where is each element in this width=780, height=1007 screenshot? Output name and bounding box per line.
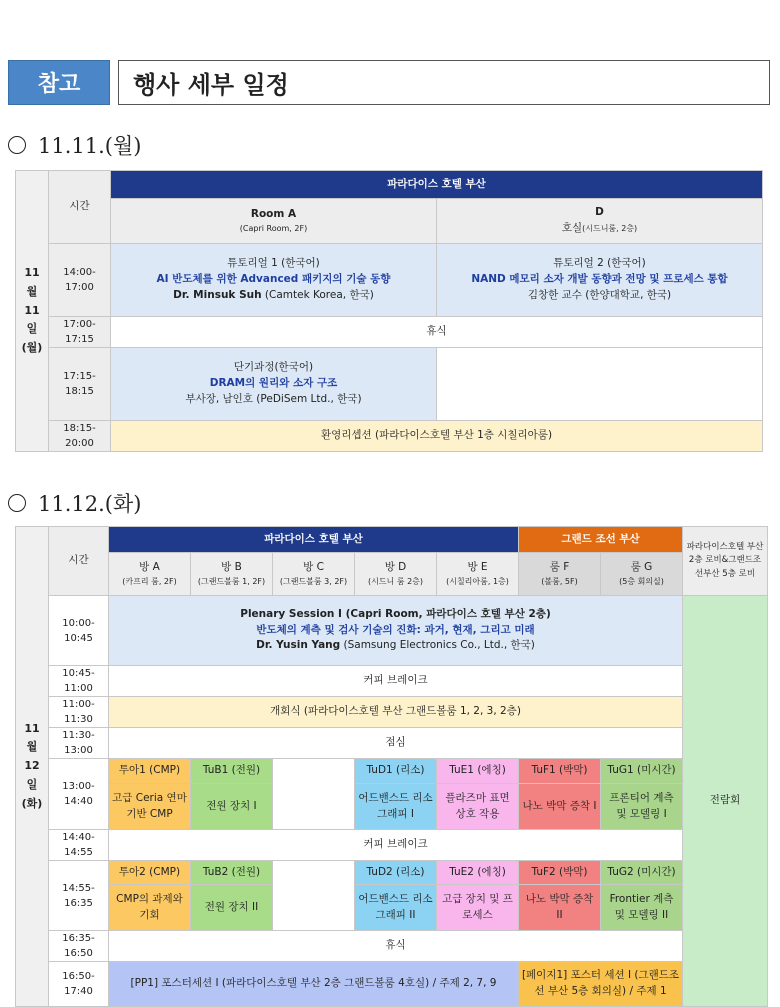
time-cell: 10:45-11:00 (49, 666, 109, 697)
session-title: TuG2 (미시간) (601, 861, 683, 885)
empty-cell (273, 861, 355, 931)
empty-cell (273, 759, 355, 830)
circle-bullet-icon (8, 136, 26, 154)
break-cell: 휴식 (109, 931, 683, 962)
time-header: 시간 (49, 527, 109, 596)
exhibition-cell: 전람회 (683, 596, 768, 1007)
room-header: 방 D (시드니 룸 2층) (355, 553, 437, 596)
poster-session-paradise: [PP1] 포스터세션 I (파라다이스호텔 부산 2층 그랜드볼룸 4호실) / 주제 2, 7, 9 (109, 962, 519, 1007)
time-cell: 11:30-13:00 (49, 728, 109, 759)
section-header (8, 60, 770, 105)
time-cell: 14:00-17:00 (49, 244, 111, 317)
page-title: 행사 세부 일정 (118, 60, 770, 105)
session-body: Frontier 계측 및 모델링 II (601, 885, 683, 931)
day2-schedule-table (15, 526, 768, 1007)
session-title: TuB1 (전원) (191, 759, 273, 784)
venue-grand-header: 그랜드 조선 부산 (519, 527, 683, 553)
circle-bullet-icon (8, 494, 26, 512)
room-header: 룸 G (5층 회의실) (601, 553, 683, 596)
plenary-cell: Plenary Session I (Capri Room, 파라다이스 호텔 부산 2층) 반도체의 계측 및 검사 기술의 진화: 과거, 현재, 그리고 미래 Dr. Yusin Yang (Samsung Electronics Co., Ltd., 한국) (109, 596, 683, 666)
room-header: 방 C (그랜드볼룸 3, 2F) (273, 553, 355, 596)
time-cell: 17:00-17:15 (49, 317, 111, 348)
room-header: 룸 F (볼룸, 5F) (519, 553, 601, 596)
session-body: 고급 장치 및 프로세스 (437, 885, 519, 931)
time-cell: 14:40-14:55 (49, 830, 109, 861)
tutorial-2-cell: 튜토리얼 2 (한국어) NAND 메모리 소자 개발 동향과 전망 및 프로세스 통합 김창한 교수 (한양대학교, 한국) (437, 244, 763, 317)
day2-label: 11.12.(화) (38, 492, 142, 516)
coffee-break-cell: 커피 브레이크 (109, 666, 683, 697)
tutorial-1-cell: 튜토리얼 1 (한국어) AI 반도체를 위한 Advanced 패키지의 기술 동향 Dr. Minsuk Suh (Camtek Korea, 한국) (111, 244, 437, 317)
room-header: 방 B (그랜드볼룸 1, 2F) (191, 553, 273, 596)
time-cell: 16:50-17:40 (49, 962, 109, 1007)
coffee-break-cell: 커피 브레이크 (109, 830, 683, 861)
lunch-cell: 점심 (109, 728, 683, 759)
session-body: 나노 박막 증착 I (519, 784, 601, 830)
reception-cell: 환영리셉션 (파라다이스호텔 부산 1층 시칠리아룸) (111, 421, 763, 452)
session-title: TuD1 (리소) (355, 759, 437, 784)
session-body: 전원 장치 I (191, 784, 273, 830)
session-title: TuG1 (미시간) (601, 759, 683, 784)
session-title: 투아2 (CMP) (109, 861, 191, 885)
day2-heading (8, 488, 141, 518)
session-body: CMP의 과제와 기회 (109, 885, 191, 931)
session-body: 프론티어 계측 및 모델링 I (601, 784, 683, 830)
day1-label: 11.11.(월) (38, 134, 142, 158)
time-cell: 14:55-16:35 (49, 861, 109, 931)
day2-date-cell: 11 월 12 일 (화) (16, 527, 49, 1007)
time-cell: 18:15-20:00 (49, 421, 111, 452)
poster-session-grand: [페이지1] 포스터 세션 I (그랜드조선 부산 5층 회의실) / 주제 1 (519, 962, 683, 1007)
session-body: 어드밴스드 리소그래피 I (355, 784, 437, 830)
venue-lobby-header: 파라다이스호텔 부산 2층 로비&그랜드조선부산 5층 로비 (683, 527, 768, 596)
session-body: 나노 박막 증착 II (519, 885, 601, 931)
day1-heading (8, 130, 141, 160)
reference-tag: 참고 (8, 60, 110, 105)
time-header: 시간 (49, 171, 111, 244)
day1-schedule-table (15, 170, 763, 452)
session-body: 플라즈마 표면 상호 작용 (437, 784, 519, 830)
time-cell: 13:00-14:40 (49, 759, 109, 830)
session-title: 투아1 (CMP) (109, 759, 191, 784)
opening-cell: 개회식 (파라다이스호텔 부산 그랜드볼룸 1, 2, 3, 2층) (109, 697, 683, 728)
venue-header: 파라다이스 호텔 부산 (111, 171, 763, 199)
session-title: TuD2 (리소) (355, 861, 437, 885)
empty-cell (437, 348, 763, 421)
room-d-header: D 호실(시드니룸, 2층) (437, 199, 763, 244)
session-title: TuF1 (박막) (519, 759, 601, 784)
time-cell: 11:00-11:30 (49, 697, 109, 728)
time-cell: 10:00-10:45 (49, 596, 109, 666)
session-title: TuE1 (에칭) (437, 759, 519, 784)
short-course-cell: 단기과정(한국어) DRAM의 원리와 소자 구조 부사장, 남인호 (PeDiSem Ltd., 한국) (111, 348, 437, 421)
room-a-header: Room A (Capri Room, 2F) (111, 199, 437, 244)
time-cell: 16:35-16:50 (49, 931, 109, 962)
session-title: TuB2 (전원) (191, 861, 273, 885)
room-header: 방 E (시칠리아룸, 1층) (437, 553, 519, 596)
break-cell: 휴식 (111, 317, 763, 348)
time-cell: 17:15-18:15 (49, 348, 111, 421)
session-title: TuF2 (박막) (519, 861, 601, 885)
session-body: 전원 장치 II (191, 885, 273, 931)
session-title: TuE2 (에칭) (437, 861, 519, 885)
session-body: 어드밴스드 리소그래피 II (355, 885, 437, 931)
room-header: 방 A (카프리 룸, 2F) (109, 553, 191, 596)
day1-date-cell: 11 월 11 일 (월) (16, 171, 49, 452)
venue-paradise-header: 파라다이스 호텔 부산 (109, 527, 519, 553)
session-body: 고급 Ceria 연마 기반 CMP (109, 784, 191, 830)
